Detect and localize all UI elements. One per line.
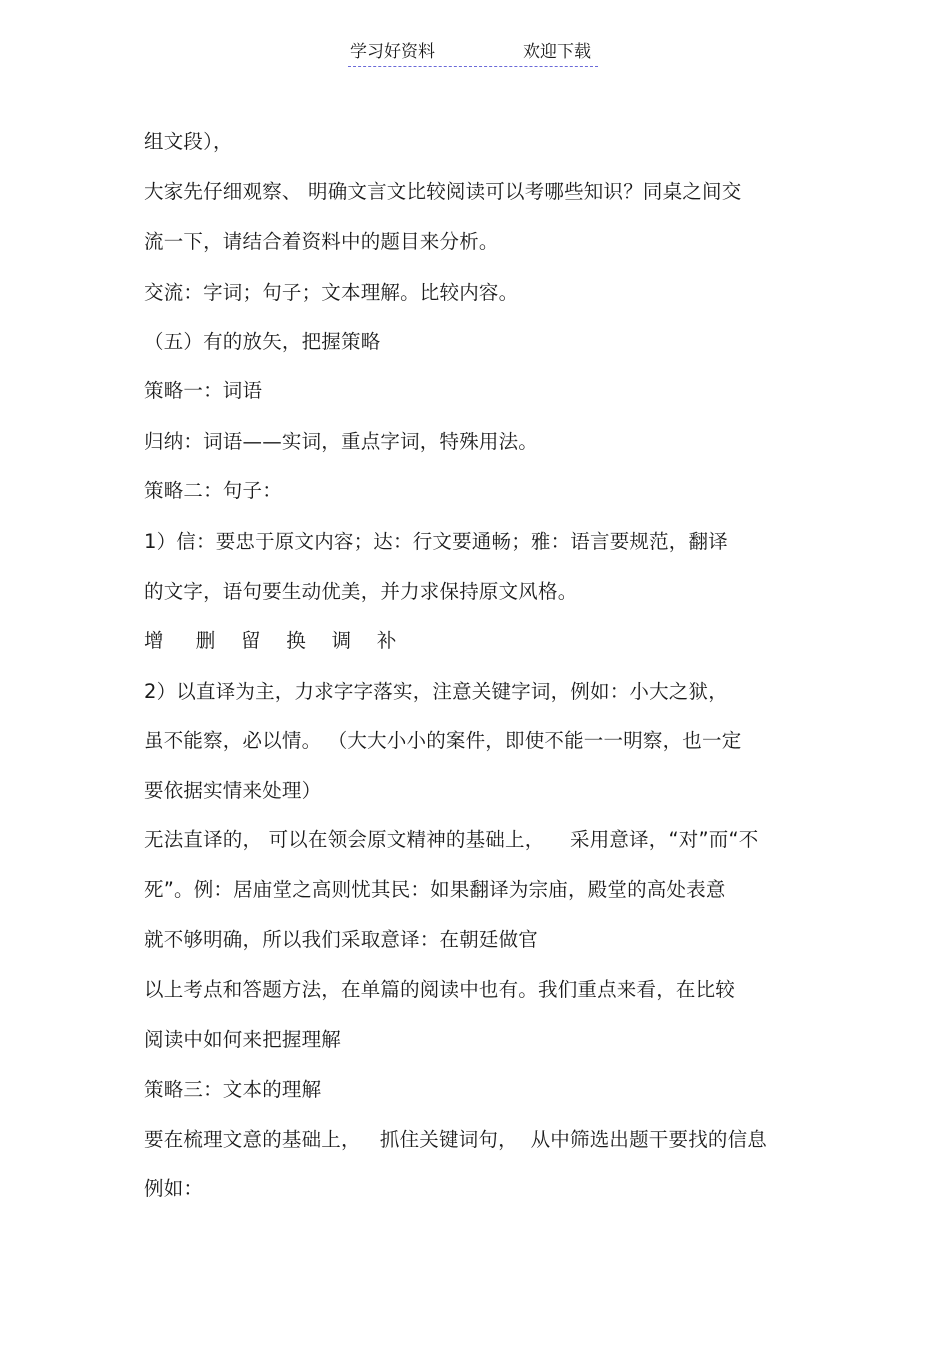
text-line: 例如： <box>144 1177 204 1200</box>
text-line: 无法直译的， 可以在领会原文精神的基础上， 采用意译，“对”而“不 <box>144 828 759 851</box>
text-line: 交流：字词；句子；文本理解。比较内容。 <box>144 281 519 304</box>
text-line: 归纳：词语——实词，重点字词，特殊用法。 <box>144 430 539 453</box>
text-line: 死”。例：居庙堂之高则忧其民：如果翻译为宗庙，殿堂的高处表意 <box>144 878 726 901</box>
text-line: 组文段）， <box>144 130 233 153</box>
strategy-heading: 策略三：文本的理解 <box>144 1078 322 1101</box>
text-line: 流一下，请结合着资料中的题目来分析。 <box>144 230 499 253</box>
section-heading: （五）有的放矢，把握策略 <box>144 330 381 353</box>
text-line: 2）以直译为主，力求字字落实，注意关键字词，例如：小大之狱， <box>144 680 728 703</box>
strategy-heading: 策略二：句子： <box>144 479 282 502</box>
strategy-heading: 策略一：词语 <box>144 379 263 402</box>
text-line: 要依据实情来处理） <box>144 779 322 802</box>
text-line: 增 删 留 换 调 补 <box>144 629 397 652</box>
text-line: 1）信：要忠于原文内容；达：行文要通畅；雅：语言要规范，翻译 <box>144 530 728 553</box>
header-left-label: 学习好资料 <box>350 42 435 62</box>
text-line: 就不够明确，所以我们采取意译：在朝廷做官 <box>144 928 539 951</box>
text-line: 要在梳理文意的基础上， 抓住关键词句， 从中筛选出题干要找的信息 <box>144 1128 767 1151</box>
text-line: 虽不能察，必以情。 （大大小小的案件，即使不能一一明察，也一定 <box>144 729 742 752</box>
text-line: 大家先仔细观察、 明确文言文比较阅读可以考哪些知识？同桌之间交 <box>144 180 742 203</box>
text-line: 的文字，语句要生动优美，并力求保持原文风格。 <box>144 580 578 603</box>
text-line: 阅读中如何来把握理解 <box>144 1028 342 1051</box>
header-right-label: 欢迎下载 <box>523 42 591 62</box>
text-line: 以上考点和答题方法，在单篇的阅读中也有。我们重点来看，在比较 <box>144 978 736 1001</box>
